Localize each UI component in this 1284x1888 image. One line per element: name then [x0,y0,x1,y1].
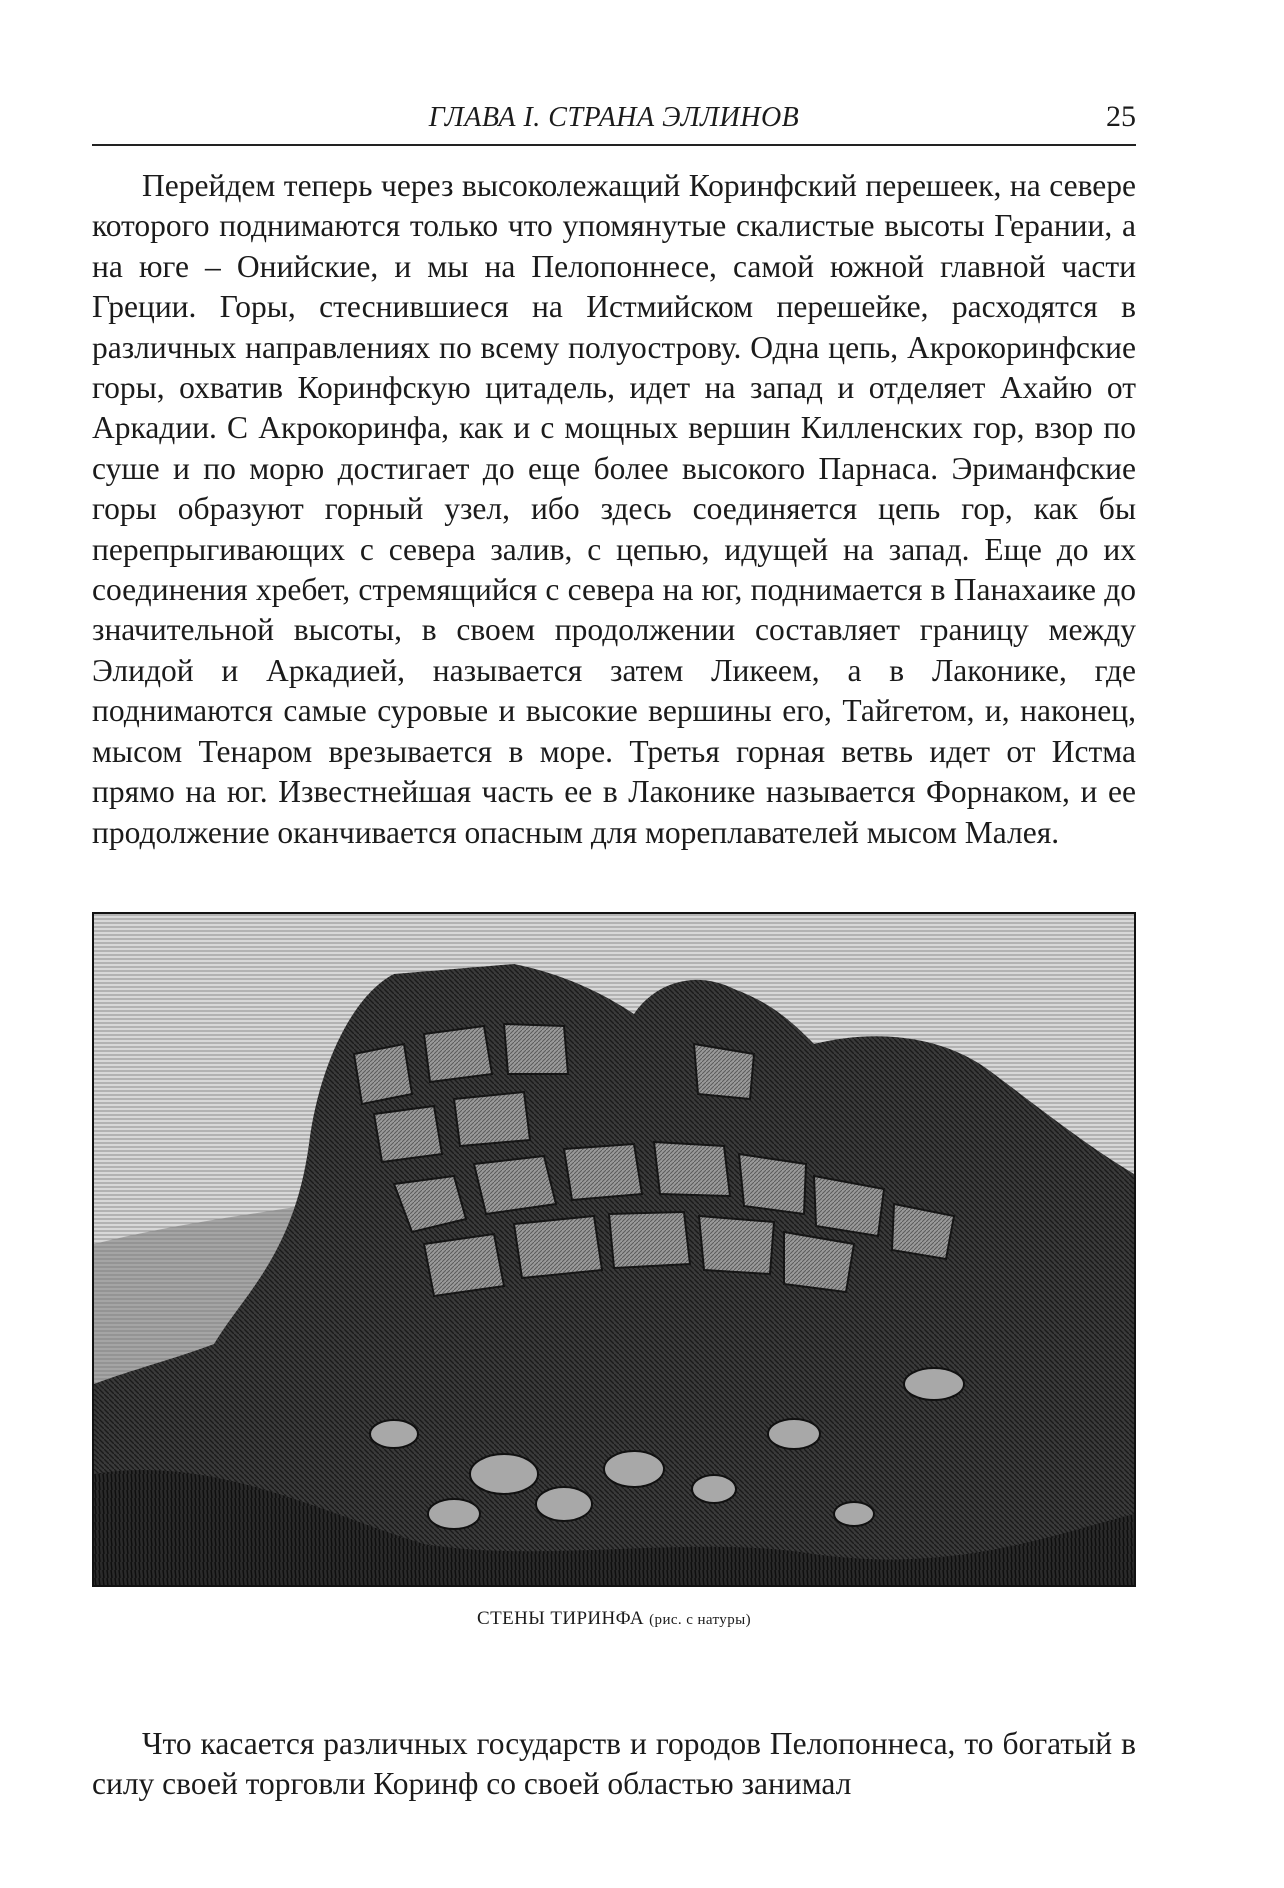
caption-title: СТЕНЫ ТИРИНФА [477,1608,644,1629]
running-header [92,98,1136,146]
body-paragraph-2: Что касается различных государств и городов Пелопоннеса, то богатый в силу своей торговли Коринф со своей областью занимал [92,1726,1136,1802]
running-title: ГЛАВА I. СТРАНА ЭЛЛИНОВ [428,102,800,133]
engraving-figure [92,912,1136,1587]
tiryns-walls-engraving [94,914,1134,1585]
caption-note: (рис. с натуры) [649,1612,751,1628]
body-paragraph-1: Перейдем теперь через высоколежащий Коринфский перешеек, на севере которого поднимаются только что упомянутые скалистые высоты Герании, а на юге – Онийские, и мы на Пелопоннесе, самой южной главной части Греции. Горы, стеснившиеся на Истмийском перешейке, расходятся в различных направлениях по всему полуострову. Одна цепь, Акрокоринфские горы, охватив Коринфскую цитадель, идет на запад и отделяет Ахайю от Аркадии. С Акрокоринфа, как и с мощных вершин Килленских гор, взор по суше и по морю достигает до еще более высокого Парнаса. Эриманфские горы образуют горный узел, ибо здесь соединяется цепь гор, как бы перепрыгивающих с севера залив, с цепью, идущей на запад. Еще до их соединения хребет, стремящийся с севера на юг, поднимается в Панахаике до значительной высоты, в своем продолжении составляет границу между Элидой и Аркадией, называется затем Ликеем, а в Лаконике, где поднимаются самые суровые и высокие вершины его, Тайгетом, и, наконец, мысом Тенаром врезывается в море. Третья горная ветвь идет от Истма прямо на юг. Известнейшая часть ее в Лаконике называется Форнаком, и ее продолжение оканчивается опасным для мореплавателей мысом Малея. [92,168,1136,850]
page-number: 25 [1106,100,1136,133]
figure-caption [92,1608,1136,1630]
